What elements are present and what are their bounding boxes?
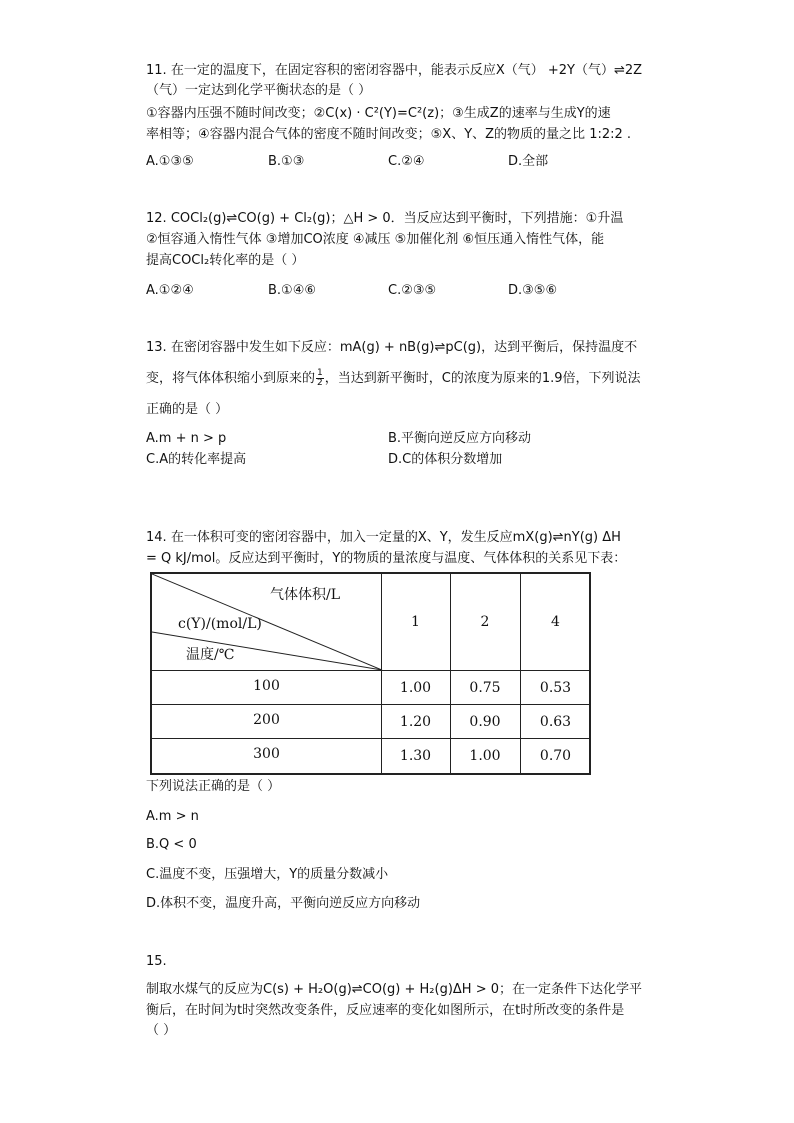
- table-cell: 1.00: [469, 748, 501, 764]
- fraction-denominator: 2: [317, 378, 323, 388]
- q11-line4: 率相等；④容器内混合气体的密度不随时间改变；⑤X、Y、Z的物质的量之比 1:2:2 .: [146, 127, 632, 142]
- q13-stem-line2b: ，当达到新平衡时，C的浓度为原来的1.9倍，下列说法: [324, 371, 641, 386]
- volume-header-1: 1: [411, 614, 420, 630]
- q11-stem-line1: 在一定的温度下，在固定容积的密闭容器中，能表示反应X（气） +2Y（气）⇌2Z: [170, 63, 643, 78]
- table-cell: 0.63: [539, 714, 572, 730]
- q14-line2: = Q kJ/mol。反应达到平衡时，Y的物质的量浓度与温度、气体体积的关系见下表：: [146, 551, 627, 566]
- q12-option-a[interactable]: A.①②④: [146, 283, 194, 298]
- table-cell: 0.90: [469, 714, 501, 730]
- q12-option-b[interactable]: B.①④⑥: [268, 283, 317, 298]
- table-cell: 0.70: [539, 748, 572, 764]
- row-divider: [152, 670, 589, 671]
- volume-header-2: 2: [480, 614, 490, 630]
- q14-number: 14.: [146, 530, 167, 545]
- q11-option-c[interactable]: C.②④: [388, 154, 425, 169]
- table-cell: 0.53: [539, 680, 572, 696]
- q12-stem-line1: COCl₂(g)⇌CO(g) + Cl₂(g)；△H > 0．当反应达到平衡时，下列措施：①升温: [170, 211, 624, 226]
- header-temperature: 温度/℃: [186, 647, 235, 663]
- column-divider: [381, 574, 382, 773]
- q12-number: 12.: [146, 211, 167, 226]
- q15-number: 15.: [146, 954, 167, 969]
- table-row-temp: 300: [253, 746, 280, 762]
- q13-option-a[interactable]: A.m + n > p: [146, 431, 227, 446]
- header-volume: 气体体积/L: [270, 587, 341, 603]
- column-divider: [520, 574, 521, 773]
- q13-stem-line2a: 变，将气体体积缩小到原来的: [146, 371, 316, 386]
- q13-number: 13.: [146, 340, 167, 355]
- q13-option-b[interactable]: B.平衡向逆反应方向移动: [388, 431, 532, 446]
- q13-fraction: [316, 369, 324, 388]
- q14-line1: [146, 529, 621, 547]
- q14-option-b[interactable]: B.Q < 0: [146, 837, 197, 852]
- q14-prompt: 下列说法正确的是（ ）: [146, 779, 281, 794]
- row-divider: [152, 704, 589, 705]
- q11-option-b[interactable]: B.①③: [268, 154, 305, 169]
- q14-option-a[interactable]: A.m > n: [146, 809, 199, 824]
- q12-option-d[interactable]: D.③⑤⑥: [508, 283, 558, 298]
- q12-line2: ②恒容通入惰性气体 ③增加CO浓度 ④减压 ⑤加催化剂 ⑥恒压通入惰性气体，能: [146, 232, 605, 247]
- q13-option-c[interactable]: C.A的转化率提高: [146, 452, 247, 467]
- q15-line1: 制取水煤气的反应为C(s) + H₂O(g)⇌CO(g) + H₂(g)ΔH > 0；在一定条件下达化学平: [146, 982, 642, 997]
- header-concentration: c(Y)/(mol/L): [178, 616, 262, 632]
- table-cell: 1.20: [399, 714, 432, 730]
- q12-line1: [146, 210, 623, 228]
- q11-number: 11.: [146, 63, 167, 78]
- table-row-temp: 100: [253, 678, 280, 694]
- fraction-numerator: 1: [317, 368, 323, 378]
- data-table: [150, 572, 591, 775]
- q13-line3: 正确的是（ ）: [146, 402, 229, 417]
- q11-line1: [146, 62, 642, 80]
- q12-option-c[interactable]: C.②③⑤: [388, 283, 437, 298]
- q15-line2: 衡后，在时间为t时突然改变条件，反应速率的变化如图所示，在t时所改变的条件是: [146, 1003, 625, 1018]
- q14-option-d[interactable]: D.体积不变，温度升高，平衡向逆反应方向移动: [146, 896, 421, 911]
- q12-line3: 提高COCl₂转化率的是（ ）: [146, 253, 305, 268]
- q13-stem-line1: 在密闭容器中发生如下反应：mA(g) + nB(g)⇌pC(g)，达到平衡后，保持温度不: [170, 340, 638, 355]
- table-cell: 1.30: [399, 748, 432, 764]
- table-cell: 1.00: [399, 680, 432, 696]
- q15-line3: （ ）: [146, 1023, 177, 1038]
- q13-line2: [146, 369, 641, 388]
- row-divider: [152, 738, 589, 739]
- volume-header-4: 4: [551, 614, 560, 630]
- table-row-temp: 200: [253, 712, 280, 728]
- q11-option-d[interactable]: D.全部: [508, 154, 549, 169]
- column-divider: [450, 574, 451, 773]
- q13-line1: [146, 339, 637, 357]
- table-cell: 0.75: [469, 680, 501, 696]
- q14-stem-line1: 在一体积可变的密闭容器中，加入一定量的X、Y，发生反应mX(g)⇌nY(g) ΔH: [170, 530, 621, 545]
- q11-line3: ①容器内压强不随时间改变；②C(x) · C²(Y)=C²(z)；③生成Z的速率与生成Y的速: [146, 106, 611, 121]
- q11-line2: （气）一定达到化学平衡状态的是（ ）: [146, 83, 372, 98]
- q13-option-d[interactable]: D.C的体积分数增加: [388, 452, 503, 467]
- q11-option-a[interactable]: A.①③⑤: [146, 154, 194, 169]
- q14-option-c[interactable]: C.温度不变，压强增大，Y的质量分数减小: [146, 867, 389, 882]
